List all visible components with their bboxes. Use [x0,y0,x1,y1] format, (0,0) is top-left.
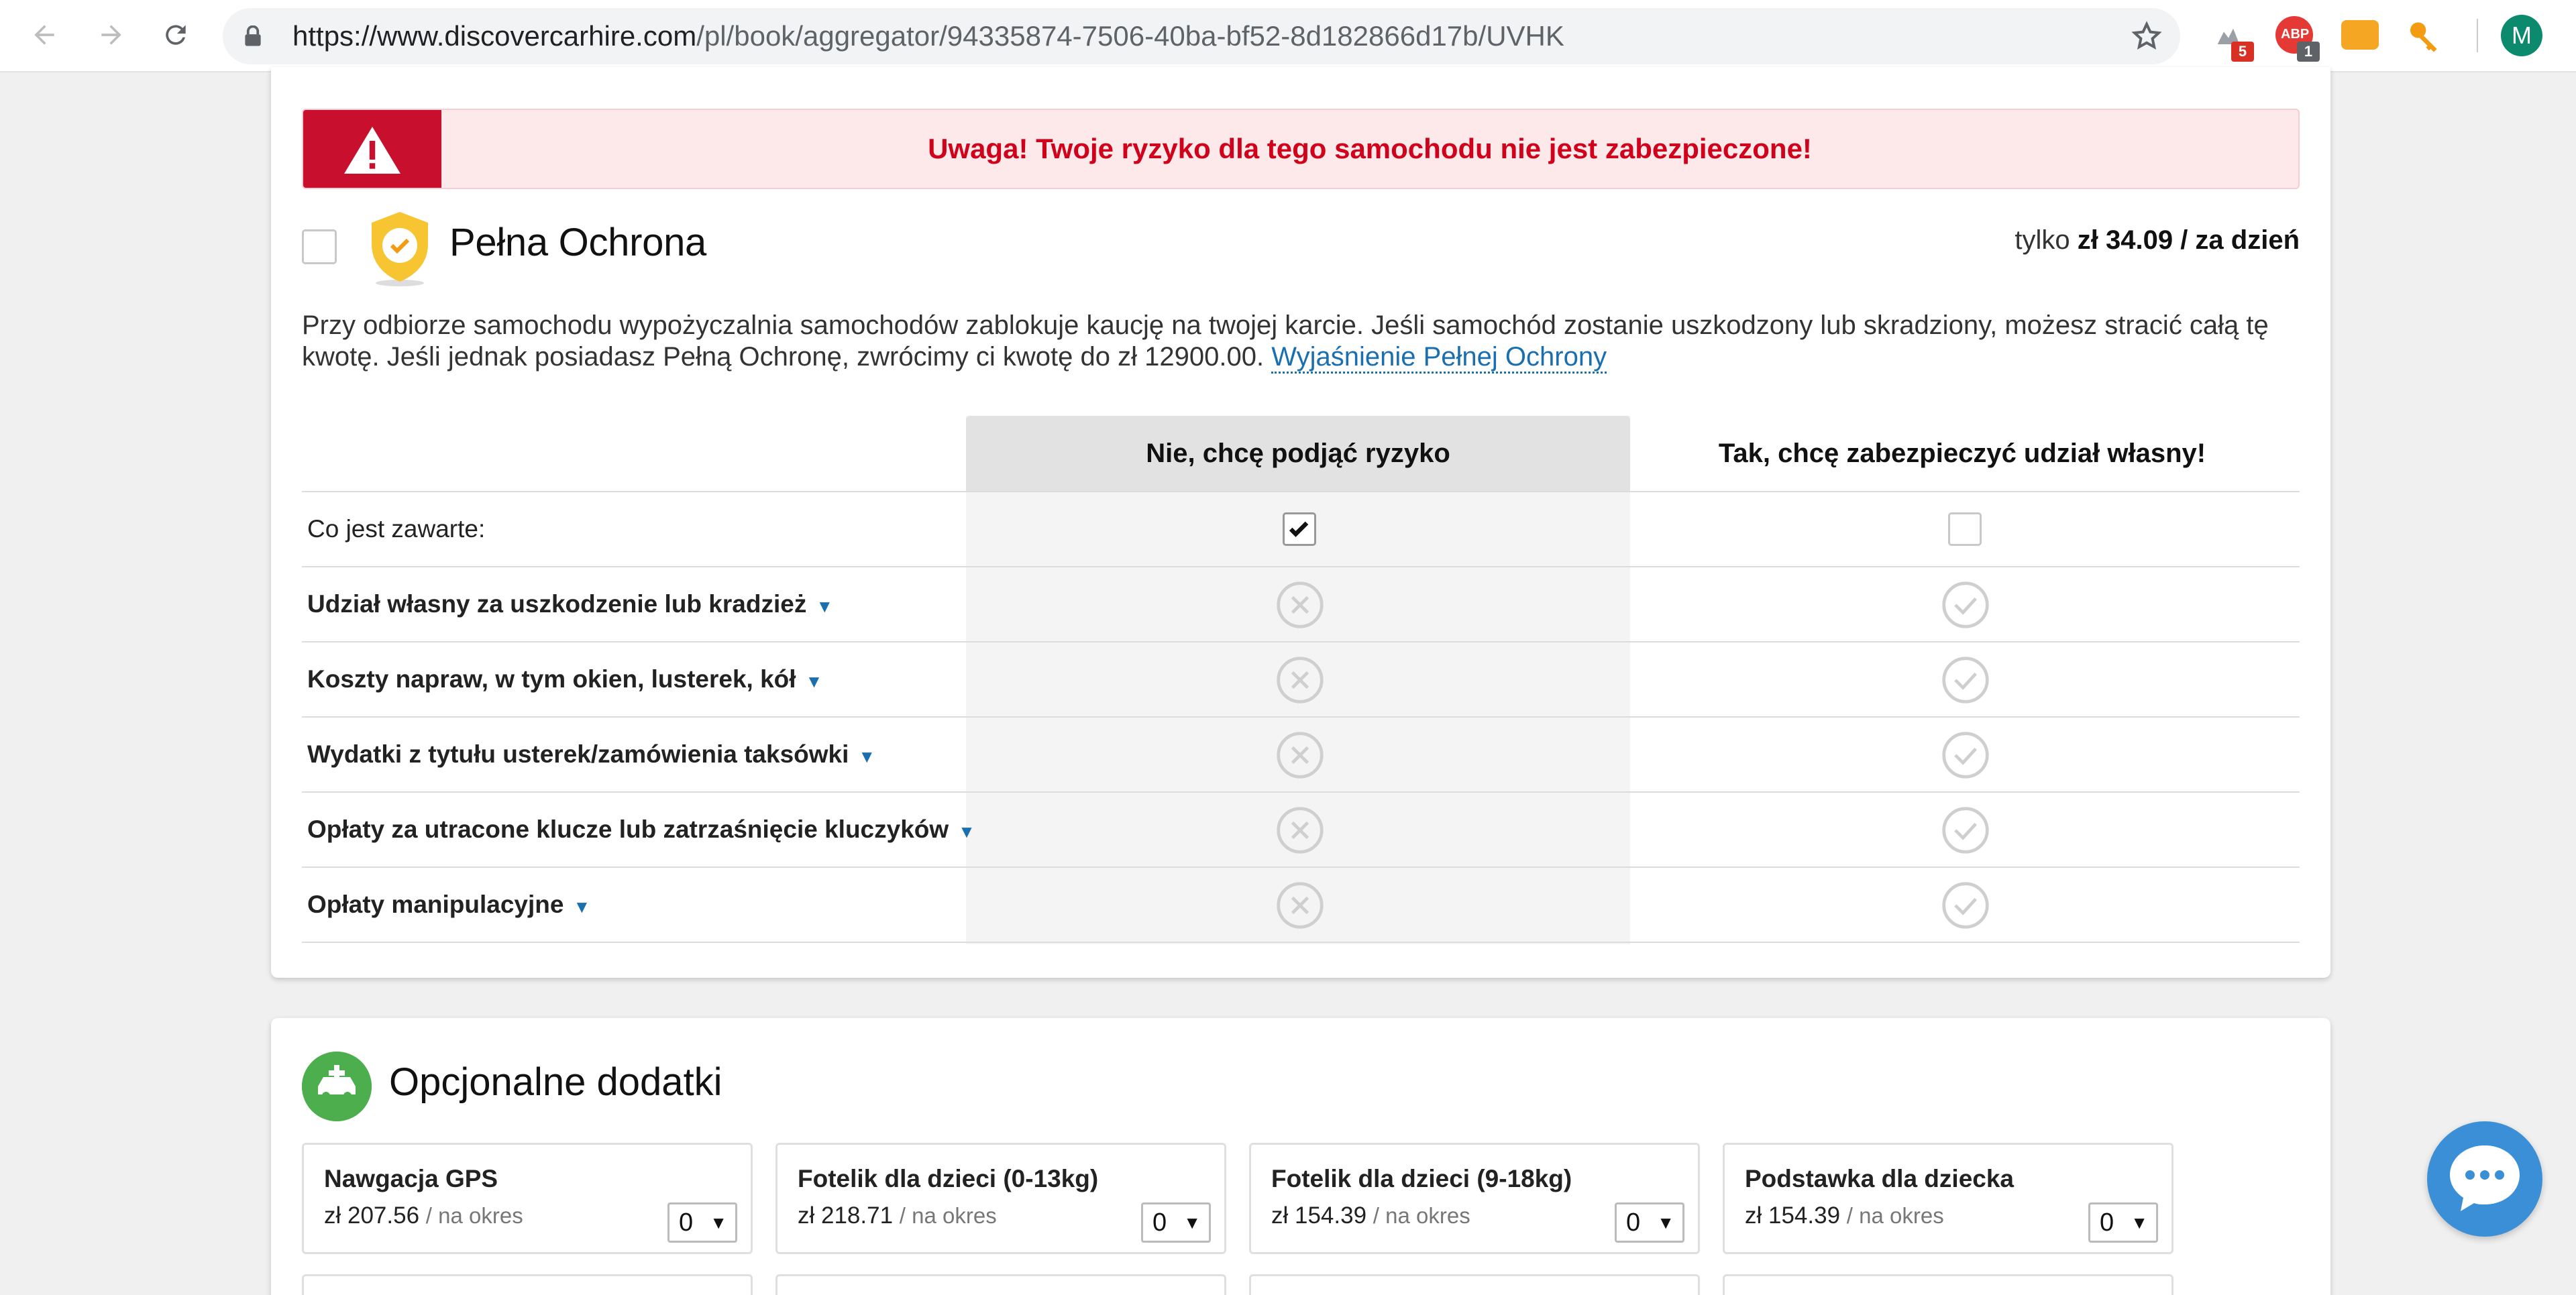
optional-extras-card [271,1018,2330,1295]
expand-triangle-icon: ▼ [858,746,876,767]
expand-triangle-icon: ▼ [958,822,975,842]
col-header-no-risk: Nie, chcę podjąć ryzyko [1146,439,1450,468]
feature-row-label[interactable]: Koszty napraw, w tym okien, lusterek, kół ▼ [307,665,823,693]
cross-circle-icon [1275,730,1326,781]
addon-card-partial [1249,1274,1700,1295]
quantity-select[interactable]: 0 ▼ [667,1202,737,1243]
cross-circle-icon [1275,880,1326,931]
live-chat-button[interactable] [2427,1121,2542,1237]
addon-card-partial [1723,1274,2174,1295]
chevron-down-icon: ▼ [710,1213,727,1233]
row-divider [302,566,2300,567]
adblock-icon[interactable]: ABP 1 [2275,16,2313,54]
check-circle-icon [1940,805,1991,856]
chat-bubble-icon [2427,1121,2542,1237]
row-divider [302,942,2300,943]
col-header-yes-protect: Tak, chcę zabezpieczyć udział własny! [1718,439,2206,468]
addon-card-partial [302,1274,753,1295]
quantity-select[interactable]: 0 ▼ [2088,1202,2158,1243]
check-circle-icon [1940,579,1991,630]
price-prefix: tylko [2015,225,2070,255]
quantity-select[interactable]: 0 ▼ [1141,1202,1211,1243]
full-protection-card [271,67,2330,978]
key-icon[interactable] [2406,16,2443,54]
protection-price [2015,225,2300,256]
row-divider [302,641,2300,642]
checkmark-icon [1285,514,1314,544]
row-divider [302,716,2300,718]
addon-price: zł 154.39 / na okres [1271,1202,1470,1229]
extension-badge: 1 [2297,42,2320,62]
expand-triangle-icon: ▼ [816,596,834,616]
car-plus-icon [302,1052,372,1121]
mail-extension-icon[interactable] [2341,20,2379,50]
profile-avatar[interactable]: M [2501,15,2542,56]
expand-triangle-icon: ▼ [573,897,591,917]
addon-child-seat-0-13 [775,1143,1226,1254]
toolbar-divider [2477,19,2478,52]
reload-button[interactable] [156,15,196,55]
browser-toolbar [0,0,2576,72]
arrow-left-icon [30,20,59,50]
address-bar[interactable] [223,8,2180,64]
row-divider [302,866,2300,868]
cross-circle-icon [1275,805,1326,856]
warning-text: Uwaga! Twoje ryzyko dla tego samochodu nie jest zabezpieczone! [928,133,1812,164]
no-risk-checkbox[interactable] [1283,512,1316,546]
bookmark-star-icon[interactable] [2131,20,2163,52]
full-protection-checkbox[interactable] [302,229,337,264]
protection-description [302,310,2294,373]
puzzle-extension-icon[interactable] [2210,16,2247,60]
addon-price: zł 218.71 / na okres [798,1202,997,1229]
chevron-down-icon: ▼ [2131,1213,2148,1233]
reload-icon [161,20,191,50]
yes-protect-checkbox[interactable] [1948,512,1982,546]
check-circle-icon [1940,880,1991,931]
url-host: https://www.discovercarhire.com [292,20,697,52]
chevron-down-icon: ▼ [1657,1213,1674,1233]
cross-circle-icon [1275,579,1326,630]
lock-icon [243,25,263,47]
arrow-right-icon [97,20,126,50]
risk-warning-banner [302,109,2300,189]
feature-row-label[interactable]: Opłaty manipulacyjne ▼ [307,891,591,918]
chevron-down-icon: ▼ [1183,1213,1201,1233]
addon-price: zł 154.39 / na okres [1745,1202,1944,1229]
addon-gps [302,1143,753,1254]
row-divider [302,791,2300,793]
addon-name: Nawgacja GPS [324,1165,498,1192]
addon-name: Fotelik dla dzieci (9-18kg) [1271,1165,1572,1192]
shield-check-icon [366,209,433,287]
description-text: Przy odbiorze samochodu wypożyczalnia samochodów zablokuje kaucję na twojej karcie. Jeśli samochód zostanie uszkodzony lub skradziony, możesz stracić całą tę kwotę. Jeśli jednak posiadasz Pełną Ochronę, zwrócimy ci kwotę do zł 12900.00. [302,311,2269,372]
extension-badge: 5 [2231,42,2254,62]
addon-price: zł 207.56 / na okres [324,1202,523,1229]
quantity-select[interactable]: 0 ▼ [1615,1202,1684,1243]
addon-name: Fotelik dla dzieci (0-13kg) [798,1165,1099,1192]
addon-card-partial [775,1274,1226,1295]
warning-triangle-icon [303,110,441,189]
url-path: /pl/book/aggregator/94335874-7506-40ba-bf52-8d182866d17b/UVHK [696,20,1564,52]
protection-explanation-link[interactable]: Wyjaśnienie Pełnej Ochrony [1271,342,1607,374]
addon-booster-seat [1723,1143,2174,1254]
forward-button[interactable] [91,15,131,55]
feature-row-label[interactable]: Udział własny za uszkodzenie lub kradzież ▼ [307,590,834,618]
check-circle-icon [1940,730,1991,781]
cross-circle-icon [1275,655,1326,706]
check-circle-icon [1940,655,1991,706]
url-text [292,8,1564,64]
price-value: zł 34.09 / za dzień [2077,225,2300,255]
addon-child-seat-9-18 [1249,1143,1700,1254]
included-label: Co jest zawarte: [307,515,486,543]
full-protection-title: Pełna Ochrona [449,221,707,264]
expand-triangle-icon: ▼ [805,671,823,691]
feature-row-label[interactable]: Wydatki z tytułu usterek/zamówienia taksówki ▼ [307,740,876,768]
addon-name: Podstawka dla dziecka [1745,1165,2015,1192]
optional-extras-title: Opcjonalne dodatki [389,1060,722,1104]
row-divider [302,491,2300,492]
back-button[interactable] [24,15,64,55]
feature-row-label[interactable]: Opłaty za utracone klucze lub zatrzaśnięcie kluczyków ▼ [307,815,975,843]
